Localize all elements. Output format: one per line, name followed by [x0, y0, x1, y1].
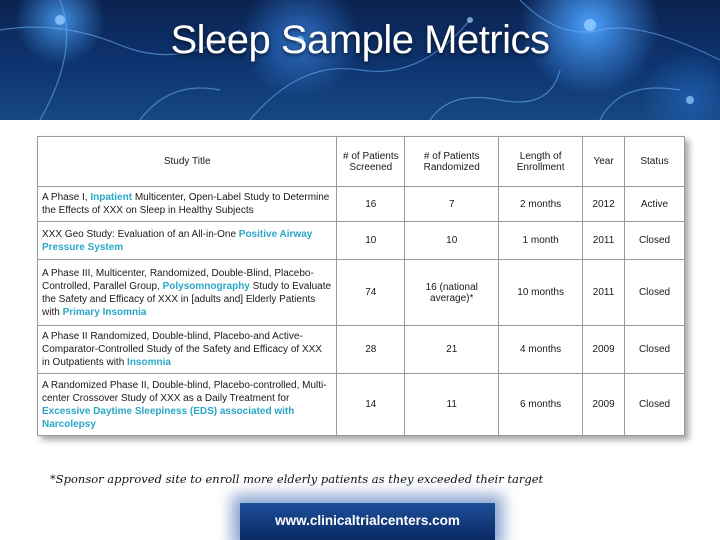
highlight-term: Excessive Daytime Sleepiness (EDS) associated with Narcolepsy — [42, 405, 295, 430]
footer-bar — [240, 503, 495, 540]
status-cell: Closed — [625, 374, 685, 436]
table-row — [38, 222, 685, 260]
year-cell: 2009 — [583, 374, 625, 436]
footnote: *Sponsor approved site to enroll more elderly patients as they exceeded their target — [50, 472, 544, 486]
screened-cell: 74 — [337, 260, 405, 326]
randomized-cell: 21 — [405, 326, 499, 374]
randomized-cell: 10 — [405, 222, 499, 260]
table-row — [38, 326, 685, 374]
header-banner — [0, 0, 720, 120]
screened-cell: 14 — [337, 374, 405, 436]
table-row — [38, 374, 685, 436]
length-cell: 1 month — [499, 222, 583, 260]
study-title-cell: A Randomized Phase II, Double-blind, Placebo-controlled, Multi-center Crossover Study of XXX as a Daily Treatment for Excessive Daytime Sleepiness (EDS) associated with Narcolepsy — [38, 374, 337, 436]
length-cell: 10 months — [499, 260, 583, 326]
table-header-row — [38, 137, 685, 187]
header-study-title: Study Title — [38, 137, 337, 187]
year-cell: 2012 — [583, 187, 625, 222]
metrics-table-container — [37, 136, 685, 436]
status-cell: Closed — [625, 326, 685, 374]
year-cell: 2011 — [583, 260, 625, 326]
highlight-term: Inpatient — [90, 192, 133, 203]
table-row — [38, 187, 685, 222]
study-title-cell: A Phase III, Multicenter, Randomized, Double-Blind, Placebo-Controlled, Parallel Group, Polysomnography Study to Evaluate the Safety and Efficacy of XXX in [adults and] Elderly Patients with Primary Insomnia — [38, 260, 337, 326]
slide-title: Sleep Sample Metrics — [170, 18, 550, 62]
highlight-term: Insomnia — [127, 357, 171, 368]
status-cell: Closed — [625, 222, 685, 260]
header-status: Status — [625, 137, 685, 187]
header-patients-randomized: # of Patients Randomized — [405, 137, 499, 187]
screened-cell: 10 — [337, 222, 405, 260]
sleep-metrics-table — [37, 136, 685, 436]
highlight-term: Positive Airway Pressure System — [42, 228, 313, 253]
study-title-cell: A Phase I, Inpatient Multicenter, Open-Label Study to Determine the Effects of XXX on Sleep in Healthy Subjects — [38, 187, 337, 222]
length-cell: 4 months — [499, 326, 583, 374]
header-patients-screened: # of Patients Screened — [337, 137, 405, 187]
study-title-cell: A Phase II Randomized, Double-blind, Placebo-and Active-Comparator-Controlled Study of the Safety and Efficacy of XXX in Outpatients with Insomnia — [38, 326, 337, 374]
year-cell: 2009 — [583, 326, 625, 374]
randomized-cell: 11 — [405, 374, 499, 436]
randomized-cell: 16 (national average)* — [405, 260, 499, 326]
status-cell: Closed — [625, 260, 685, 326]
randomized-cell: 7 — [405, 187, 499, 222]
highlight-term: Primary Insomnia — [62, 306, 147, 318]
length-cell: 6 months — [499, 374, 583, 436]
table-row — [38, 260, 685, 326]
header-length-of-enrollment: Length of Enrollment — [499, 137, 583, 187]
screened-cell: 28 — [337, 326, 405, 374]
status-cell: Active — [625, 187, 685, 222]
screened-cell: 16 — [337, 187, 405, 222]
highlight-term: Polysomnography — [162, 280, 250, 292]
year-cell: 2011 — [583, 222, 625, 260]
footer-url-link[interactable]: www.clinicaltrialcenters.com — [275, 513, 460, 528]
study-title-cell: XXX Geo Study: Evaluation of an All-in-One Positive Airway Pressure System — [38, 222, 337, 260]
header-year: Year — [583, 137, 625, 187]
length-cell: 2 months — [499, 187, 583, 222]
